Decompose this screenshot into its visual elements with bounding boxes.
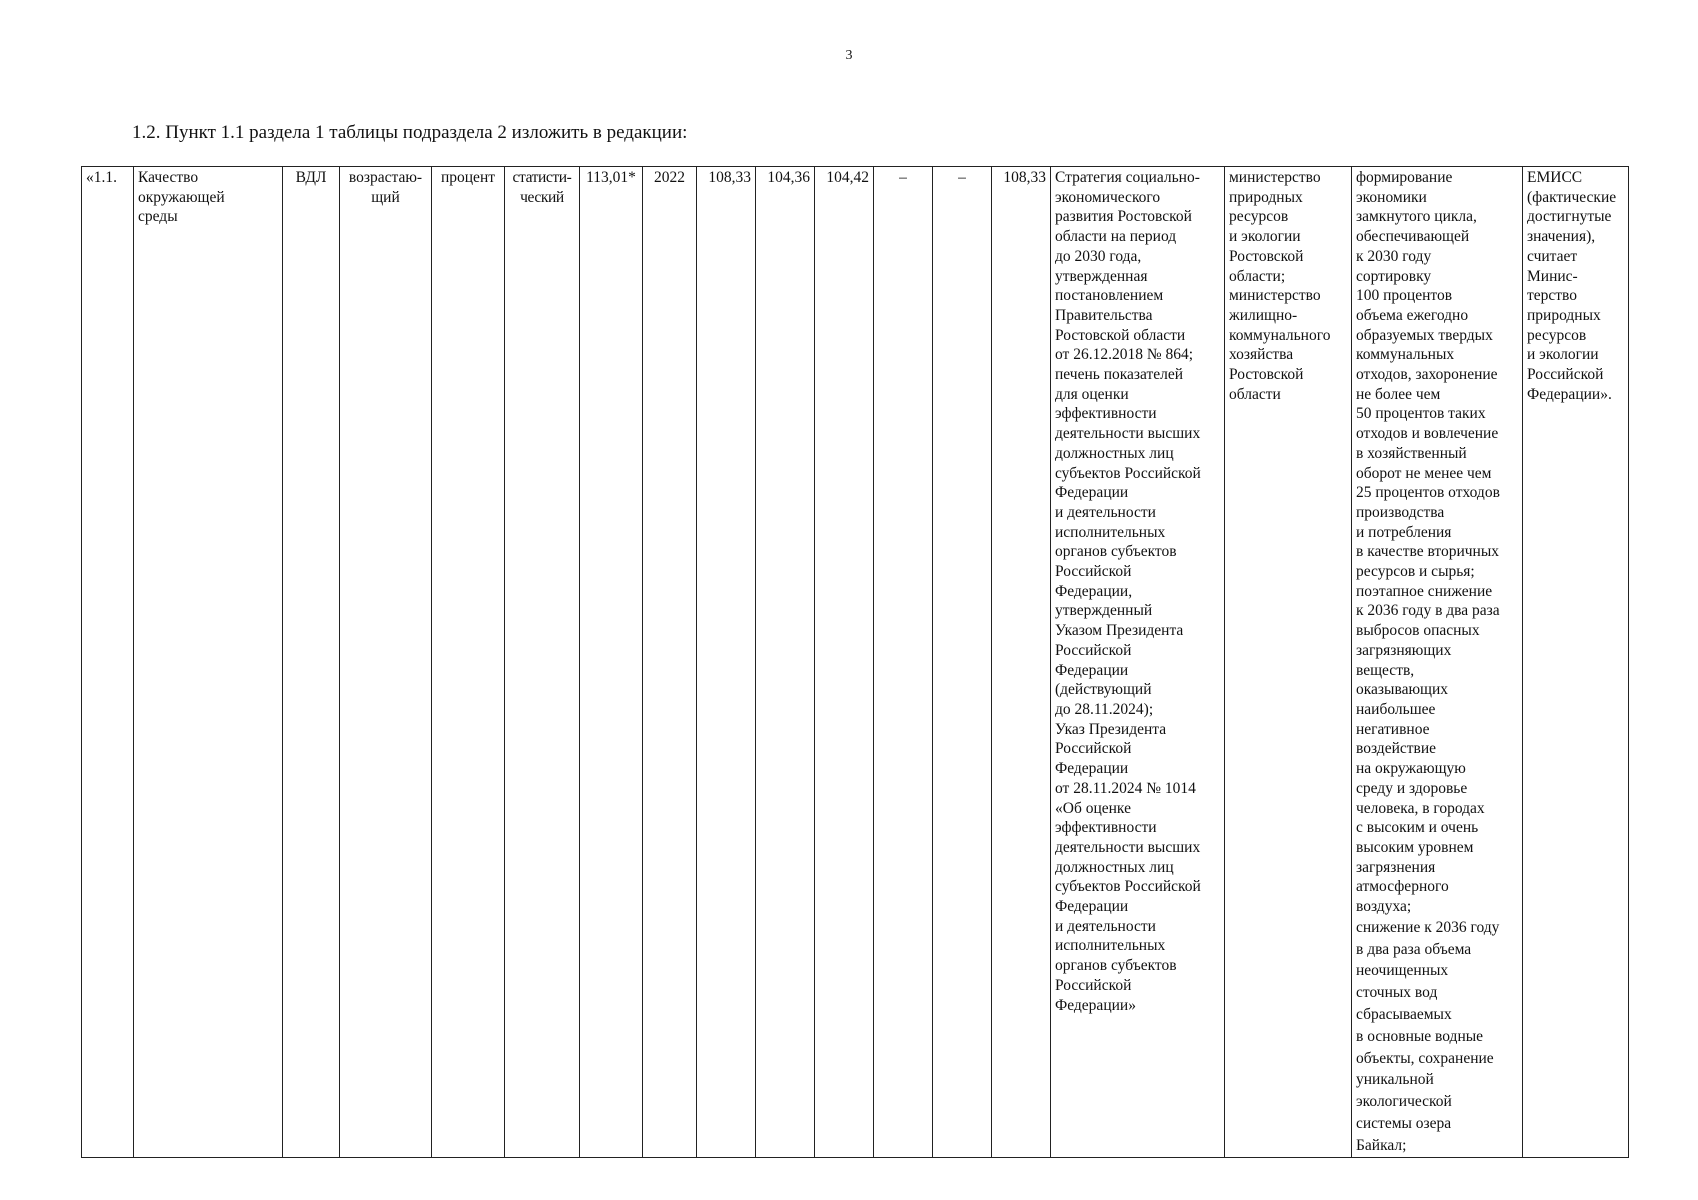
goal-line: отходов, захоронение bbox=[1356, 366, 1498, 384]
document-line: утвержденная bbox=[1055, 267, 1148, 285]
goal-line: оказывающих bbox=[1356, 681, 1449, 699]
document-line: субъектов Российской bbox=[1055, 878, 1201, 896]
document-line: области на период bbox=[1055, 228, 1177, 246]
responsible-line: области bbox=[1229, 385, 1281, 403]
goal-line: 25 процентов отходов bbox=[1356, 484, 1500, 502]
indicator-type: ВДЛ bbox=[283, 167, 340, 1158]
goal-line: воздуха; bbox=[1356, 898, 1412, 916]
indicator-kind bbox=[505, 167, 580, 1158]
document-line: Федерации bbox=[1055, 661, 1129, 679]
direction-line: возрастаю- bbox=[348, 169, 423, 186]
document-lines bbox=[1055, 168, 1220, 1015]
goal-line: в качестве вторичных bbox=[1356, 543, 1499, 561]
goal-line: загрязняющих bbox=[1356, 641, 1452, 659]
goal-line: обеспечивающей bbox=[1356, 228, 1470, 246]
source-line: ЕМИСС bbox=[1527, 169, 1583, 186]
responsible-lines bbox=[1229, 168, 1347, 404]
goal-line: уникальной bbox=[1356, 1071, 1434, 1089]
document-line: эффективности bbox=[1055, 819, 1157, 837]
goal-line: Байкал; bbox=[1356, 1136, 1407, 1154]
goal-line: выбросов опасных bbox=[1356, 622, 1480, 640]
goal-line: экологической bbox=[1356, 1093, 1452, 1111]
goal-line: формирование bbox=[1356, 169, 1453, 186]
responsible-line: Ростовской bbox=[1229, 247, 1304, 265]
responsible-line: ресурсов bbox=[1229, 208, 1289, 226]
document-line: до 28.11.2024); bbox=[1055, 700, 1154, 718]
document-line: Федерации bbox=[1055, 484, 1129, 502]
indicator-table bbox=[81, 166, 1629, 1158]
document-line: экономического bbox=[1055, 188, 1161, 206]
goal-line: в хозяйственный bbox=[1356, 444, 1467, 462]
value-2027: – bbox=[874, 167, 933, 1158]
responsible-line: жилищно- bbox=[1229, 306, 1298, 324]
page-number: 3 bbox=[845, 48, 853, 63]
document-line: «Об оценке bbox=[1055, 799, 1131, 817]
goal-line: и потребления bbox=[1356, 523, 1452, 541]
document-line: деятельности высших bbox=[1055, 425, 1201, 443]
source-line: значения), bbox=[1527, 228, 1596, 246]
source-line: достигнутые bbox=[1527, 208, 1612, 226]
goal-line: к 2030 году bbox=[1356, 247, 1432, 265]
responsible-cell bbox=[1225, 167, 1352, 1158]
goal-line: к 2036 году в два раза bbox=[1356, 602, 1500, 620]
goal-line: в два раза объема bbox=[1356, 940, 1472, 958]
goal-line: веществ, bbox=[1356, 661, 1415, 679]
source-line: Минис- bbox=[1527, 267, 1578, 285]
responsible-line: и экологии bbox=[1229, 228, 1301, 246]
row-index: «1.1. bbox=[82, 167, 134, 1158]
document-line: эффективности bbox=[1055, 405, 1157, 423]
document-line: до 2030 года, bbox=[1055, 247, 1142, 265]
kind-line: ческий bbox=[520, 188, 564, 206]
responsible-line: министерство bbox=[1229, 169, 1321, 186]
value-2026: 104,42 bbox=[815, 167, 874, 1158]
indicator-name-lines bbox=[138, 168, 278, 227]
goal-line: сбрасываемых bbox=[1356, 1005, 1452, 1023]
source-line: и экологии bbox=[1527, 346, 1599, 364]
document-line: исполнительных bbox=[1055, 937, 1166, 955]
responsible-line: коммунального bbox=[1229, 326, 1331, 344]
goal-line: на окружающую bbox=[1356, 760, 1466, 778]
document-line: для оценки bbox=[1055, 385, 1129, 403]
goal-lines bbox=[1356, 168, 1518, 1156]
indicator-name-line: окружающей bbox=[138, 188, 225, 206]
responsible-line: министерство bbox=[1229, 287, 1321, 305]
goal-line: воздействие bbox=[1356, 740, 1437, 758]
source-line: (фактические bbox=[1527, 188, 1617, 206]
source-line: природных bbox=[1527, 306, 1601, 324]
document-line: Российской bbox=[1055, 563, 1132, 581]
goal-line: образуемых твердых bbox=[1356, 326, 1493, 344]
goal-line: загрязнения bbox=[1356, 858, 1436, 876]
source-line: считает bbox=[1527, 247, 1578, 265]
document-line: должностных лиц bbox=[1055, 444, 1174, 462]
table-row bbox=[82, 167, 1629, 1158]
goal-line: объекты, сохранение bbox=[1356, 1049, 1494, 1067]
document-line: (действующий bbox=[1055, 681, 1152, 699]
indicator-direction bbox=[340, 167, 432, 1158]
document-cell bbox=[1051, 167, 1225, 1158]
goal-line: негативное bbox=[1356, 720, 1430, 738]
responsible-line: хозяйства bbox=[1229, 346, 1294, 364]
document-line: Российской bbox=[1055, 976, 1132, 994]
goal-line: ресурсов и сырья; bbox=[1356, 563, 1475, 581]
document-line: органов субъектов bbox=[1055, 543, 1177, 561]
goal-line: высоким уровнем bbox=[1356, 838, 1474, 856]
goal-line: оборот не менее чем bbox=[1356, 464, 1492, 482]
responsible-line: области; bbox=[1229, 267, 1286, 285]
document-line: Федерации» bbox=[1055, 996, 1136, 1014]
goal-line: среду и здоровье bbox=[1356, 779, 1468, 797]
indicator-name bbox=[134, 167, 283, 1158]
direction-lines bbox=[344, 168, 427, 207]
document-line: исполнительных bbox=[1055, 523, 1166, 541]
goal-line: атмосферного bbox=[1356, 878, 1449, 896]
goal-line: экономики bbox=[1356, 188, 1427, 206]
goal-line: отходов и вовлечение bbox=[1356, 425, 1499, 443]
goal-line: человека, в городах bbox=[1356, 799, 1485, 817]
source-line: ресурсов bbox=[1527, 326, 1587, 344]
goal-line: не более чем bbox=[1356, 385, 1441, 403]
base-year: 2022 bbox=[643, 167, 697, 1158]
document-line: утвержденный bbox=[1055, 602, 1153, 620]
value-2024: 108,33 bbox=[697, 167, 756, 1158]
document-line: Российской bbox=[1055, 641, 1132, 659]
value-2030: 108,33 bbox=[992, 167, 1051, 1158]
document-line: от 26.12.2018 № 864; bbox=[1055, 346, 1194, 364]
base-value: 113,01* bbox=[580, 167, 643, 1158]
goal-cell bbox=[1352, 167, 1523, 1158]
section-heading: 1.2. Пункт 1.1 раздела 1 таблицы подраздела 2 изложить в редакции: bbox=[132, 122, 688, 143]
responsible-line: природных bbox=[1229, 188, 1303, 206]
document-line: Федерации, bbox=[1055, 582, 1133, 600]
kind-line: статисти- bbox=[512, 169, 572, 186]
goal-line: производства bbox=[1356, 503, 1445, 521]
responsible-line: Ростовской bbox=[1229, 366, 1304, 384]
document-line: субъектов Российской bbox=[1055, 464, 1201, 482]
document-line: и деятельности bbox=[1055, 503, 1156, 521]
document-line: Указ Президента bbox=[1055, 720, 1167, 738]
value-2028: – bbox=[933, 167, 992, 1158]
goal-line: сортировку bbox=[1356, 267, 1432, 285]
goal-line: объема ежегодно bbox=[1356, 306, 1469, 324]
document-line: должностных лиц bbox=[1055, 858, 1174, 876]
source-line: терство bbox=[1527, 287, 1578, 305]
document-line: от 28.11.2024 № 1014 bbox=[1055, 779, 1196, 797]
indicator-name-line: среды bbox=[138, 208, 178, 226]
direction-line: щий bbox=[371, 188, 400, 206]
goal-line: коммунальных bbox=[1356, 346, 1455, 364]
document-line: Указом Президента bbox=[1055, 622, 1184, 640]
source-cell bbox=[1523, 167, 1629, 1158]
document-line: и деятельности bbox=[1055, 917, 1156, 935]
document-line: Ростовской области bbox=[1055, 326, 1186, 344]
goal-line: сточных вод bbox=[1356, 984, 1438, 1002]
goal-line: в основные водные bbox=[1356, 1027, 1484, 1045]
indicator-name-line: Качество bbox=[138, 169, 199, 186]
document-line: органов субъектов bbox=[1055, 957, 1177, 975]
goal-line: наибольшее bbox=[1356, 700, 1436, 718]
source-line: Федерации». bbox=[1527, 385, 1612, 403]
goal-line: 100 процентов bbox=[1356, 287, 1453, 305]
document-line: Стратегия социально- bbox=[1055, 169, 1200, 186]
goal-line: неочищенных bbox=[1356, 962, 1449, 980]
document-line: Российской bbox=[1055, 740, 1132, 758]
goal-line: 50 процентов таких bbox=[1356, 405, 1486, 423]
document-line: Правительства bbox=[1055, 306, 1153, 324]
indicator-unit: процент bbox=[432, 167, 505, 1158]
value-2025: 104,36 bbox=[756, 167, 815, 1158]
document-line: деятельности высших bbox=[1055, 838, 1201, 856]
goal-line: системы озера bbox=[1356, 1114, 1452, 1132]
goal-line: поэтапное снижение bbox=[1356, 582, 1493, 600]
source-line: Российской bbox=[1527, 366, 1604, 384]
document-line: Федерации bbox=[1055, 898, 1129, 916]
goal-line: замкнутого цикла, bbox=[1356, 208, 1477, 226]
kind-lines bbox=[509, 168, 575, 207]
document-line: развития Ростовской bbox=[1055, 208, 1192, 226]
document-line: Федерации bbox=[1055, 760, 1129, 778]
document-line: постановлением bbox=[1055, 287, 1164, 305]
goal-line: с высоким и очень bbox=[1356, 819, 1479, 837]
source-lines bbox=[1527, 168, 1624, 404]
goal-line: снижение к 2036 году bbox=[1356, 918, 1500, 936]
document-line: печень показателей bbox=[1055, 366, 1184, 384]
